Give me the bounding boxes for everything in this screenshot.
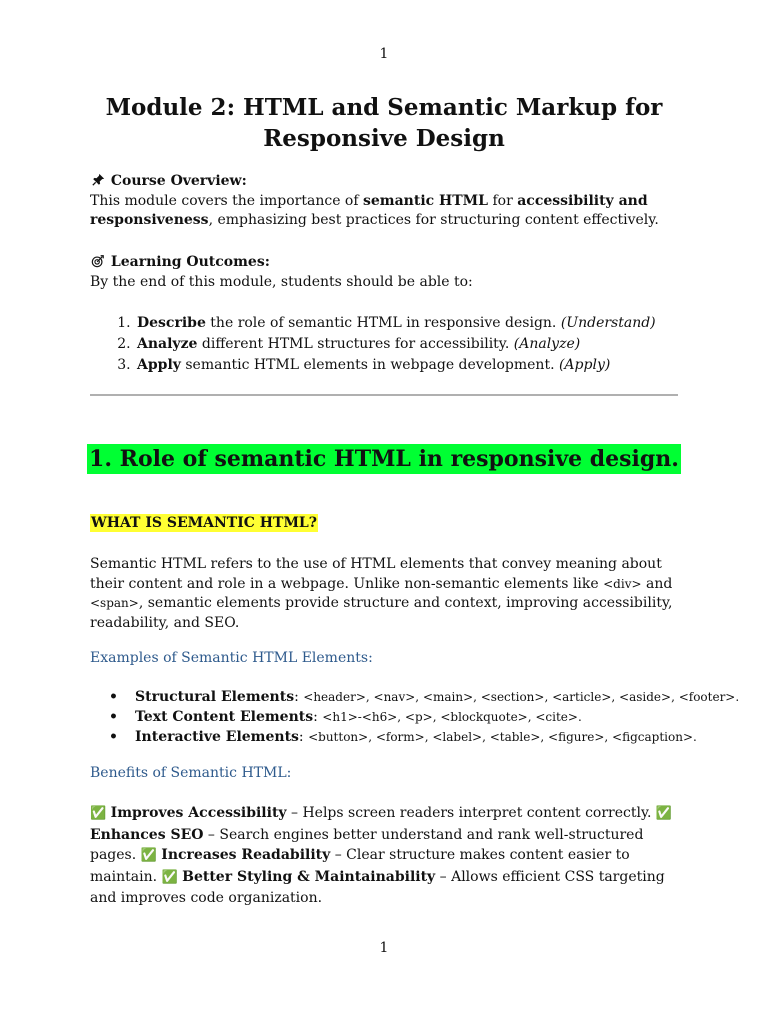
list-item <box>135 727 755 747</box>
benefit-text: – Helps screen readers interpret content correctly. <box>286 805 656 821</box>
benefit-text: – Clear structure makes content easier to maintain. <box>90 847 630 885</box>
overview-bold-part: accessibility and responsiveness <box>90 192 648 228</box>
outcome-verb: Apply <box>137 357 181 373</box>
what-is-heading-highlight: WHAT IS SEMANTIC HTML? <box>91 515 317 531</box>
example-label: Structural Elements <box>135 689 295 705</box>
check-icon: ✅ <box>90 806 107 821</box>
overview-bold-part: semantic HTML <box>363 192 489 209</box>
benefit-label: Enhances SEO <box>90 826 204 843</box>
paragraph-text-part: and <box>641 575 673 592</box>
outcome-text: different HTML structures for accessibility. <box>197 336 514 352</box>
what-is-heading <box>90 515 318 531</box>
example-label: Text Content Elements <box>135 709 314 725</box>
list-item <box>135 313 695 334</box>
outcome-level: (Apply) <box>558 357 611 373</box>
list-item <box>135 334 695 355</box>
example-tags: <h1>-<h6>, <p>, <blockquote>, <cite>. <box>322 710 582 724</box>
paragraph-text-part: , semantic elements provide structure and context, improving accessibility, readability, and SEO. <box>90 595 673 631</box>
outcome-verb: Analyze <box>137 336 198 352</box>
outcome-level: (Analyze) <box>513 336 581 352</box>
outcome-level: (Understand) <box>560 315 656 331</box>
inline-tag: <div> <box>603 576 642 591</box>
example-separator: : <box>294 689 304 705</box>
outcome-text: semantic HTML elements in webpage development. <box>180 357 559 373</box>
learning-outcomes-intro: By the end of this module, students should be able to: <box>90 273 473 290</box>
benefits-paragraph <box>90 803 680 909</box>
course-overview-label: Course Overview: <box>110 173 247 189</box>
list-item <box>135 687 755 707</box>
check-icon: ✅ <box>655 806 673 821</box>
paragraph-text-part: Semantic HTML refers to the use of HTML elements that convey meaning about their content and role in a webpage. Unlike non-semantic elements like <box>90 556 662 592</box>
outcome-verb: Describe <box>137 315 206 331</box>
pushpin-icon <box>90 172 106 192</box>
list-item <box>135 707 755 727</box>
learning-outcomes-label: Learning Outcomes: <box>110 254 270 270</box>
overview-text-part: , emphasizing best practices for structuring content effectively. <box>208 212 659 228</box>
learning-outcomes <box>90 253 690 292</box>
check-icon: ✅ <box>161 869 178 885</box>
horizontal-divider <box>90 394 678 396</box>
benefit-label: Increases Readability <box>161 847 331 863</box>
benefit-label: Better Styling & Maintainability <box>182 868 436 885</box>
overview-text-part: for <box>488 192 518 209</box>
example-tags: <header>, <nav>, <main>, <section>, <article>, <aside>, <footer>. <box>303 690 740 704</box>
example-tags: <button>, <form>, <label>, <table>, <figure>, <figcaption>. <box>308 730 697 744</box>
example-label: Interactive Elements <box>135 729 299 745</box>
section-title <box>0 446 768 472</box>
page-number-bottom: 1 <box>379 940 389 956</box>
course-overview-text <box>90 192 690 231</box>
example-separator: : <box>313 709 323 725</box>
target-icon <box>90 253 106 273</box>
section-title-highlight: 1. Role of semantic HTML in responsive design. <box>89 446 679 472</box>
course-overview-heading <box>90 172 690 192</box>
examples-heading: Examples of Semantic HTML Elements: <box>90 650 373 666</box>
overview-text-part: This module covers the importance of <box>90 192 363 209</box>
what-is-paragraph <box>90 555 690 633</box>
example-separator: : <box>298 729 309 745</box>
check-icon: ✅ <box>140 848 157 863</box>
document-title: Module 2: HTML and Semantic Markup for Responsive Design <box>105 94 663 152</box>
benefits-heading: Benefits of Semantic HTML: <box>90 765 292 781</box>
list-item <box>135 355 695 376</box>
benefit-text: – Allows efficient CSS targeting and improves code organization. <box>90 868 665 906</box>
learning-outcomes-heading <box>90 253 690 273</box>
course-overview <box>90 172 690 231</box>
benefit-text: – Search engines better understand and rank well-structured pages. <box>90 826 644 863</box>
examples-list <box>90 687 755 747</box>
page-number-top: 1 <box>379 46 389 62</box>
inline-tag: <span> <box>90 596 139 610</box>
outcome-text: the role of semantic HTML in responsive design. <box>205 315 561 331</box>
outcomes-list <box>90 313 695 376</box>
benefit-label: Improves Accessibility <box>110 805 287 821</box>
